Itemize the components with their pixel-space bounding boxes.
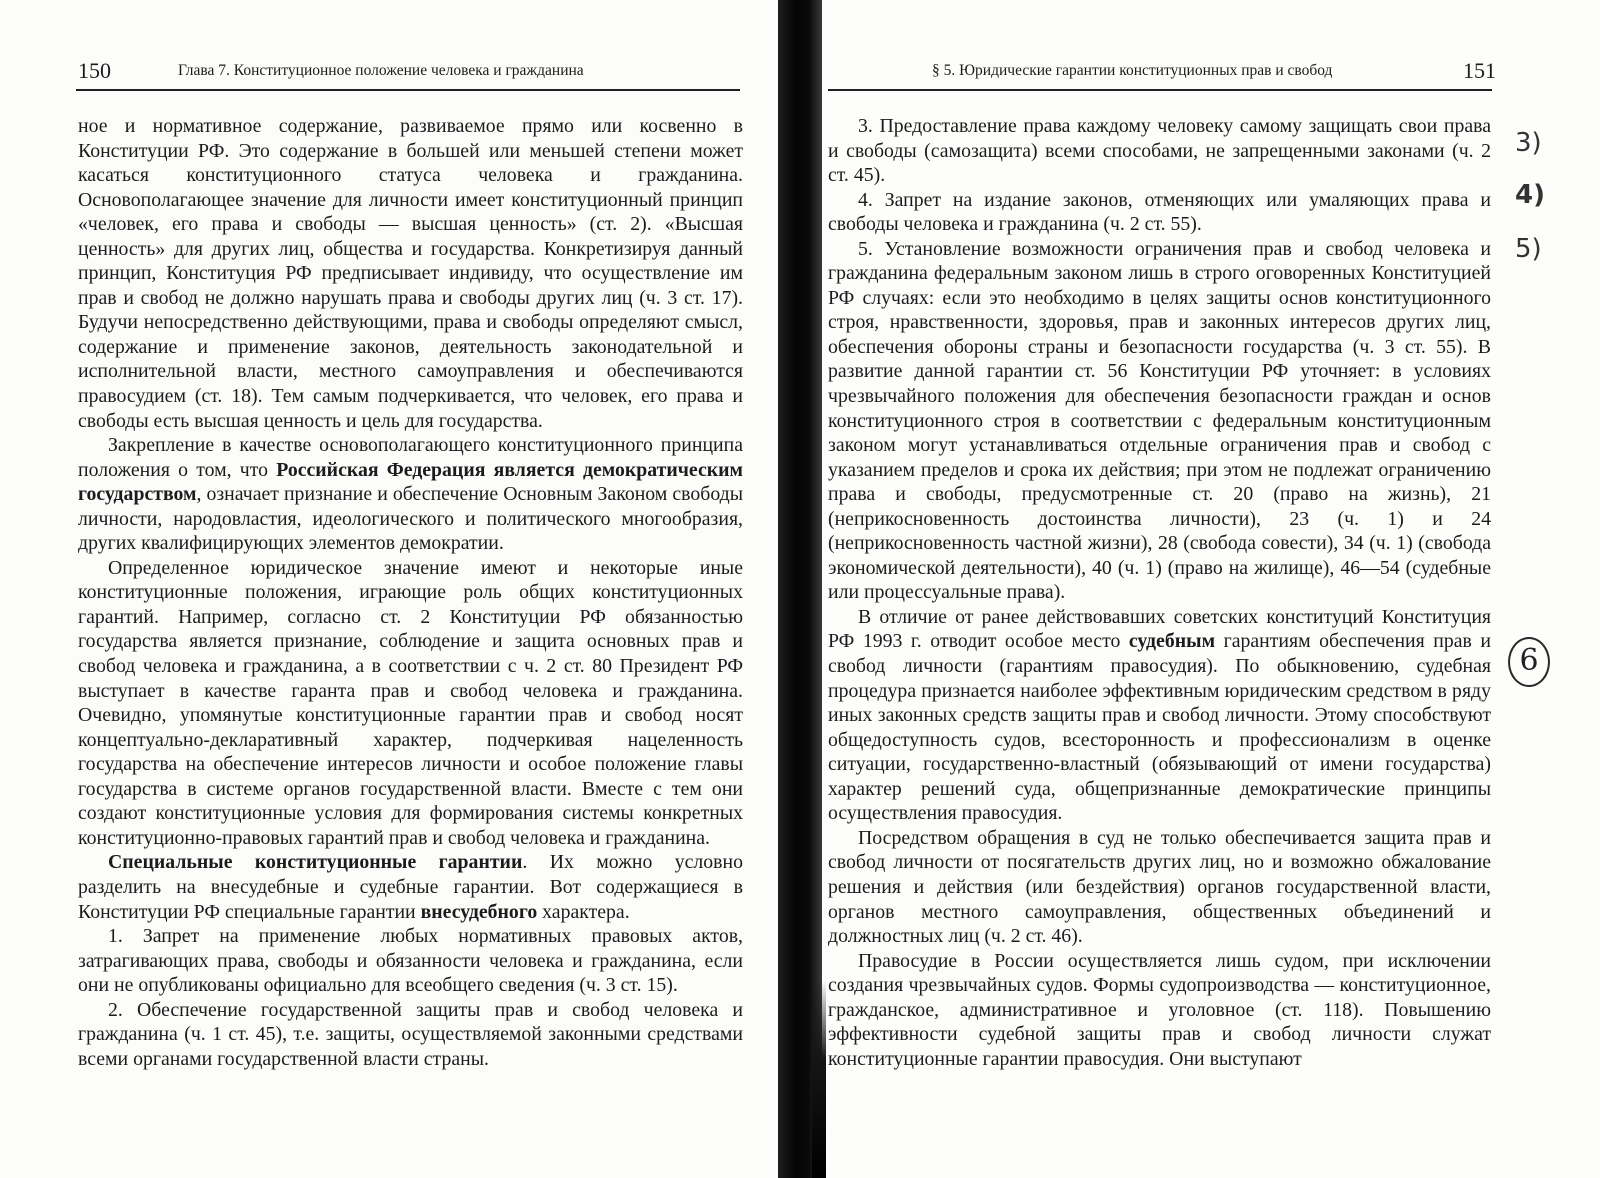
paragraph [828,949,1491,1072]
text-segment: 2. Обеспечение государственной защиты прав и свобод человека и гражданина (ч. 1 ст. 45), т.е. защиты, осуществляемой законными средствами всеми органами государственной власти страны. [78,998,743,1070]
text-segment: 5. Установление возможности ограничения прав и свобод человека и гражданина федеральным законом лишь в строго оговоренных Конституцией РФ случаях: если это необходимо в целях защиты основ конституционного строя, нравственности, здоровья, прав и законных интересов других лиц, обеспечения обороны страны и безопасности государства (ч. 3 ст. 55). В развитие данной гарантии ст. 56 Конституции РФ уточняет: в условиях чрезвычайного положения для обеспечения безопасности граждан и основ конституционного строя в соответствии с федеральным конституционным законом могут устанавливаться отдельные ограничения прав и свобод с указанием пределов и срока их действия; при этом не подлежат ограничению права и свободы, предусмотренные ст. 20 (право на жизнь), 21 (неприкосновенность достоинства личности), 23 (ч. 1) и 24 (неприкосновенность частной жизни), 28 (свобода совести), 34 (ч. 1) (свобода экономической деятельности), 40 (ч. 1) (право на жилище), 46—54 (судебные или процессуальные права). [828,237,1491,604]
right-running-header: § 5. Юридические гарантии конституционных прав и свобод [932,62,1333,79]
left-header-rule [76,89,740,91]
left-running-header: Глава 7. Конституционное положение человека и гражданина [178,62,584,79]
margin-mark-6: 6 [1508,637,1550,687]
text-segment: Закрепление в качестве основополагающего конституционного принципа положения о том, что [78,434,743,481]
paragraph [828,605,1491,826]
bold-term: внесудебного [420,900,538,923]
bold-term: Российская Федерация является демократическим государством [78,458,743,506]
text-segment: В отличие от ранее действовавших советских конституций Конституция РФ 1993 г. отводит особое место [828,605,1491,653]
bold-term: Специальные конституционные гарантии [108,851,523,874]
bold-term: судебным [1128,630,1216,653]
paragraph [78,850,743,924]
text-segment: характера. [537,900,630,923]
text-segment: , означает признание и обеспечение Основным Законом свободы личности, народовластия, идеологического и политического многообразия, других квалифицирующих элементов демократии. [78,483,743,555]
margin-mark-3: 3) [1515,128,1542,158]
text-segment: Посредством обращения в суд не только обеспечивается защита прав и свобод личности от посягательств других лиц, но и возможно обжалование решения и действия (или бездействия) органов государственной власти, органов местного самоуправления, общественных объединений и должностных лиц (ч. 2 ст. 46). [828,826,1491,948]
text-segment: 1. Запрет на применение любых нормативных правовых актов, затрагивающих права, свободы и обязанности человека и гражданина, если они не опубликованы официально для всеобщего сведения (ч. 3 ст. 15). [78,925,743,997]
paragraph [78,556,743,851]
text-segment: ное и нормативное содержание, развиваемое прямо или косвенно в Конституции РФ. Это содержание в большей или меньшей степени может касаться конституционного статуса человека и гражданина. Основополагающее значение для личности имеет конституционный принцип «человек, его права и свободы — высшая ценность» (ст. 2). «Высшая ценность» для других лиц, общества и государства. Конкретизируя данный принцип, Конституция РФ предписывает индивиду, что осуществление им прав и свобод не должно нарушать права и свободы других лиц (ч. 3 ст. 17). Будучи непосредственно действующими, права и свободы определяют смысл, содержание и применение законов, деятельность законодательной и исполнительной власти, местного самоуправления и обеспечиваются правосудием (ст. 18). Тем самым подчеркивается, что человек, его права и свободы есть высшая ценность и цель для государства. [78,115,743,432]
text-segment: . Их можно условно разделить на внесудебные и судебные гарантии. Вот содержащиеся в Конституции РФ специальные гарантии [78,851,743,923]
gutter-shadow [812,980,826,1178]
paragraph [828,826,1491,949]
paragraph [78,924,743,998]
left-body-text [78,114,743,1071]
margin-mark-5: 5) [1515,234,1542,264]
margin-mark-4: 4) [1515,180,1545,210]
text-segment: гарантиям обеспечения прав и свобод личности (гарантиям правосудия). По обыкновению, судебная процедура признается наиболее эффективным юридическим средством в ряду иных законных средств защиты прав и свобод личности. Этому способствуют общедоступность судов, всесторонность и профессионализм в оценке ситуации, государственно-властный (обязывающий от имени государства) характер решений суда, общепризнанные демократические принципы осуществления правосудия. [828,630,1491,825]
paragraph [828,114,1491,188]
paragraph [78,433,743,556]
paragraph [828,237,1491,605]
left-page-number: 150 [78,58,111,83]
text-segment: Определенное юридическое значение имеют и некоторые иные конституционные положения, играющие роль общих конституционных гарантий. Например, согласно ст. 2 Конституции РФ обязанностью государства является признание, соблюдение и защита основных прав и свобод человека и гражданина, а в соответствии с ч. 2 ст. 80 Президент РФ выступает в качестве гаранта прав и свобод человека и гражданина. Очевидно, упомянутые конституционные гарантии прав и свобод носят концептуально-декларативный характер, подчеркивая нацеленность государства на обеспечение интересов личности и особое положение главы государства в системе органов государственной власти. Вместе с тем они создают конституционные условия для формирования системы конкретных конституционно-правовых гарантий прав и свобод человека и гражданина. [78,556,743,849]
right-header-rule [828,89,1492,91]
text-segment: 4. Запрет на издание законов, отменяющих или умаляющих права и свободы человека и гражданина (ч. 2 ст. 55). [828,188,1491,236]
paragraph [78,114,743,433]
right-body-text [828,114,1491,1071]
text-segment: Правосудие в России осуществляется лишь судом, при исключении создания чрезвычайных судов. Формы судопроизводства — конституционное, гражданское, административное и уголовное (ст. 118). Повышению эффективности судебной защиты прав и свобод личности служат конституционные гарантии правосудия. Они выступают [828,949,1491,1070]
text-segment: 3. Предоставление права каждому человеку самому защищать свои права и свободы (самозащита) всеми способами, не запрещенными законами (ч. 2 ст. 45). [828,115,1491,187]
paragraph [828,188,1491,237]
paragraph [78,998,743,1072]
right-page-number: 151 [1463,58,1496,83]
